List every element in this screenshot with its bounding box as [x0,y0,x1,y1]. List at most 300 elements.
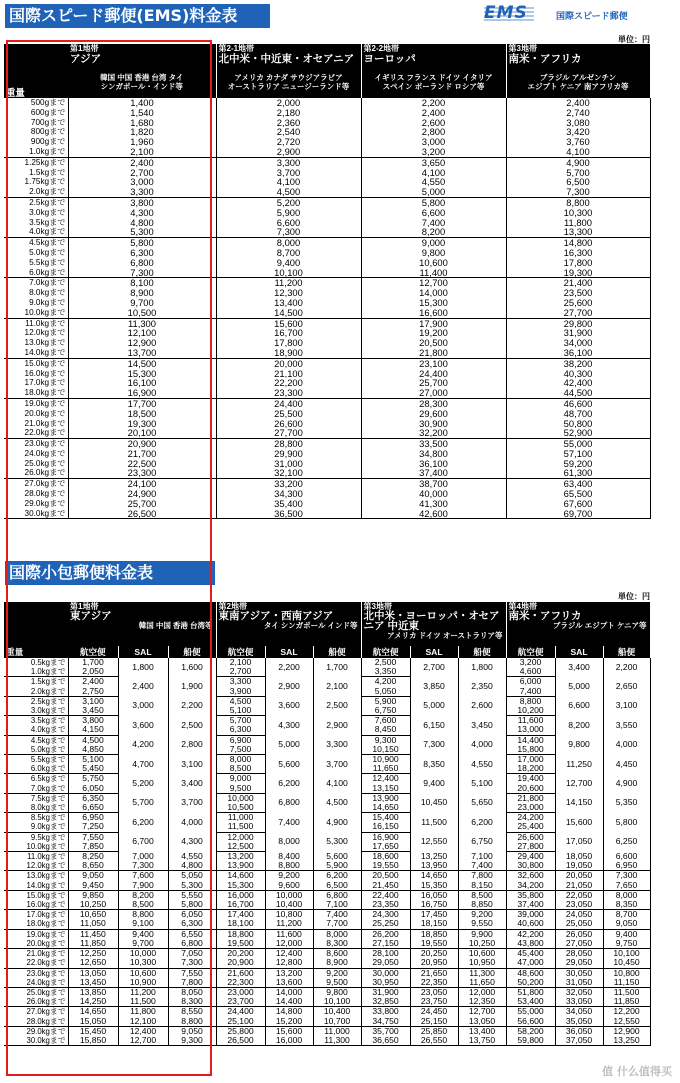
air-price-cell: 8,500 [216,764,265,774]
air-price-cell: 7,600 [361,716,410,726]
price-cell: 9,200 [265,871,313,881]
air-price-cell: 11,500 [216,822,265,832]
air-price-cell: 3,200 [506,658,555,667]
price-cell: 5,900 [313,861,361,871]
price-cell: 25,800 [216,1026,265,1036]
price-cell: 40,600 [506,919,555,929]
ems-rate-table [4,44,651,519]
table-row [4,308,650,318]
table-row [4,939,650,949]
price-cell: 10,250 [458,939,506,949]
price-cell: 11,200 [265,919,313,929]
price-cell: 17,700 [68,398,216,408]
price-cell: 35,400 [216,499,361,509]
price-cell: 7,700 [313,919,361,929]
sea-price-cell: 3,100 [168,755,216,774]
price-cell: 17,800 [506,258,650,268]
weight-cell: 2.5kgまで [4,197,68,207]
weight-cell: 30.0kgまで [4,1036,68,1046]
sal-price-cell: 9,800 [555,735,603,754]
sea-price-cell: 3,550 [603,716,650,735]
price-cell: 4,550 [361,177,506,187]
logo-text: 国際スピード郵便 [556,12,628,22]
price-cell: 26,500 [68,509,216,519]
sea-price-cell: 2,200 [168,696,216,715]
small-subheader-row [4,646,650,658]
price-cell: 3,200 [361,147,506,157]
sea-price-cell: 1,900 [168,677,216,696]
small-packet-rate-table [4,602,651,1046]
air-price-cell: 24,200 [506,813,555,823]
weight-cell: 8.0kgまで [4,288,68,298]
table-row [4,832,650,842]
price-cell: 32,600 [506,871,555,881]
price-cell: 10,400 [265,900,313,910]
weight-cell: 1.0kgまで [4,667,68,677]
price-cell: 23,500 [506,288,650,298]
weight-cell: 12.0kgまで [4,328,68,338]
price-cell: 5,300 [168,881,216,891]
air-price-cell: 4,150 [68,725,118,735]
price-cell: 10,000 [118,949,168,959]
price-cell: 36,100 [506,348,650,358]
price-cell: 9,850 [68,890,118,900]
price-cell: 5,900 [216,208,361,218]
price-cell: 11,400 [361,268,506,278]
zone-countries: イギリス フランス ドイツ イタリア [374,73,493,82]
price-cell: 4,900 [506,157,650,167]
price-cell: 25,600 [506,298,650,308]
price-cell: 2,180 [216,108,361,118]
air-price-cell: 13,150 [361,784,410,794]
weight-cell: 2.0kgまで [4,687,68,697]
price-cell: 25,050 [555,919,603,929]
price-cell: 34,750 [361,1017,410,1027]
price-cell: 9,450 [68,881,118,891]
price-cell: 11,200 [118,987,168,997]
price-cell: 2,400 [68,157,216,167]
price-cell: 19,500 [216,939,265,949]
price-cell: 35,800 [506,890,555,900]
logo-mark: EMS [484,3,528,23]
air-price-cell: 12,000 [216,832,265,842]
price-cell: 27,150 [361,939,410,949]
price-cell: 14,000 [265,987,313,997]
price-cell: 37,400 [506,900,555,910]
weight-cell: 3.0kgまで [4,208,68,218]
sal-price-cell: 1,800 [118,658,168,677]
air-price-cell: 5,700 [216,716,265,726]
price-cell: 14,650 [68,1007,118,1017]
air-price-cell: 6,000 [506,677,555,687]
price-cell: 3,300 [68,187,216,197]
price-cell: 12,000 [265,939,313,949]
price-cell: 14,250 [68,997,118,1007]
price-cell: 13,250 [603,1036,650,1046]
price-cell: 31,050 [555,978,603,988]
table-row [4,997,650,1007]
price-cell: 3,000 [68,177,216,187]
price-cell: 31,900 [361,987,410,997]
weight-cell: 6.5kgまで [4,774,68,784]
table-row [4,248,650,258]
price-cell: 6,800 [168,939,216,949]
air-price-cell: 10,150 [361,745,410,755]
price-cell: 9,750 [603,939,650,949]
price-cell: 6,200 [313,871,361,881]
price-cell: 26,600 [216,419,361,429]
table-row [4,288,650,298]
weight-cell: 9.0kgまで [4,298,68,308]
table-row [4,489,650,499]
price-cell: 12,100 [68,328,216,338]
table-row [4,369,650,379]
sea-price-cell: 1,600 [168,658,216,677]
sal-price-cell: 8,350 [410,755,458,774]
weight-cell: 5.0kgまで [4,745,68,755]
price-cell: 37,400 [361,468,506,478]
air-price-cell: 16,900 [361,832,410,842]
price-cell: 8,050 [168,987,216,997]
price-cell: 33,500 [361,439,506,449]
price-cell: 7,050 [168,949,216,959]
price-cell: 29,900 [216,449,361,459]
price-cell: 5,000 [361,187,506,197]
price-cell: 55,000 [506,1007,555,1017]
price-cell: 7,100 [458,852,506,862]
zone-number: 第3地帯 [363,602,392,611]
price-cell: 10,450 [603,958,650,968]
price-cell: 11,850 [603,997,650,1007]
price-cell: 2,540 [216,127,361,137]
price-cell: 1,680 [68,118,216,128]
table-row [4,147,650,157]
price-cell: 6,050 [168,910,216,920]
weight-cell: 26.0kgまで [4,468,68,478]
price-cell: 7,000 [118,852,168,862]
price-cell: 22,200 [216,378,361,388]
price-cell: 4,100 [216,177,361,187]
table-row [4,978,650,988]
price-cell: 13,950 [410,861,458,871]
air-price-cell: 5,900 [361,696,410,706]
table-row [4,735,650,745]
price-cell: 3,080 [506,118,650,128]
sea-price-cell: 3,700 [168,793,216,812]
price-cell: 13,900 [216,861,265,871]
sal-price-cell: 3,850 [410,677,458,696]
price-cell: 13,250 [410,852,458,862]
sal-price-cell: 4,700 [118,755,168,774]
price-cell: 26,200 [361,929,410,939]
table-row [4,861,650,871]
price-cell: 6,500 [506,177,650,187]
weight-cell: 3.5kgまで [4,716,68,726]
small-zone-header [68,602,216,646]
table-row [4,509,650,519]
air-price-cell: 11,650 [361,764,410,774]
price-cell: 13,300 [506,227,650,237]
sea-price-cell: 4,550 [458,755,506,774]
mode-header: 船便 [603,646,650,658]
price-cell: 5,700 [506,168,650,178]
price-cell: 2,400 [361,108,506,118]
small-weight-header: 重量 [4,602,68,658]
price-cell: 12,400 [265,949,313,959]
sal-price-cell: 6,150 [410,716,458,735]
weight-cell: 18.0kgまで [4,919,68,929]
price-cell: 7,300 [118,861,168,871]
price-cell: 31,000 [216,459,361,469]
price-cell: 11,150 [603,978,650,988]
weight-cell: 2.0kgまで [4,187,68,197]
air-price-cell: 1,700 [68,658,118,667]
price-cell: 59,200 [506,459,650,469]
price-cell: 5,300 [68,227,216,237]
ems-zone-header [506,44,650,98]
price-cell: 14,400 [265,997,313,1007]
sal-price-cell: 5,600 [265,755,313,774]
sea-price-cell: 3,300 [313,735,361,754]
price-cell: 11,300 [68,318,216,328]
price-cell: 24,100 [68,479,216,489]
weight-cell: 21.0kgまで [4,949,68,959]
zone-region: 南米・アフリカ [508,610,582,622]
table-row [4,378,650,388]
price-cell: 13,400 [458,1026,506,1036]
price-cell: 13,200 [265,968,313,978]
price-cell: 24,400 [216,1007,265,1017]
sal-price-cell: 5,000 [410,696,458,715]
weight-cell: 5.0kgまで [4,248,68,258]
price-cell: 46,600 [506,398,650,408]
price-cell: 55,000 [506,439,650,449]
price-cell: 50,800 [506,419,650,429]
price-cell: 10,100 [216,268,361,278]
air-price-cell: 14,400 [506,735,555,745]
price-cell: 4,500 [216,187,361,197]
table-row [4,348,650,358]
table-row [4,118,650,128]
sal-price-cell: 17,050 [555,832,603,851]
sal-price-cell: 2,700 [410,658,458,677]
price-cell: 63,400 [506,479,650,489]
spacer [507,65,650,73]
weight-cell: 29.0kgまで [4,499,68,509]
price-cell: 6,300 [168,919,216,929]
small-zone-header [216,602,361,646]
small-packet-title: 国際小包郵便料金表 [5,561,215,585]
price-cell: 24,400 [361,369,506,379]
price-cell: 20,500 [361,338,506,348]
air-price-cell: 4,600 [506,667,555,677]
price-cell: 15,850 [68,1036,118,1046]
price-cell: 23,700 [216,997,265,1007]
price-cell: 18,150 [410,919,458,929]
mode-header: 航空便 [506,646,555,658]
price-cell: 61,300 [506,468,650,478]
price-cell: 9,700 [118,939,168,949]
price-cell: 26,500 [216,1036,265,1046]
sea-price-cell: 4,900 [313,813,361,832]
table-row [4,1036,650,1046]
price-cell: 12,650 [68,958,118,968]
price-cell: 42,600 [361,509,506,519]
price-cell: 10,100 [313,997,361,1007]
price-cell: 8,600 [313,949,361,959]
sal-price-cell: 12,700 [555,774,603,793]
table-row [4,278,650,288]
air-price-cell: 15,800 [506,745,555,755]
air-price-cell: 11,600 [506,716,555,726]
price-cell: 20,050 [555,871,603,881]
sal-price-cell: 3,000 [118,696,168,715]
table-row [4,358,650,368]
table-row [4,793,650,803]
price-cell: 18,850 [410,929,458,939]
weight-cell: 11.0kgまで [4,852,68,862]
price-cell: 38,700 [361,479,506,489]
weight-cell: 3.5kgまで [4,218,68,228]
table-row [4,127,650,137]
price-cell: 8,500 [118,900,168,910]
price-cell: 32,200 [361,428,506,438]
price-cell: 18,050 [555,852,603,862]
sal-price-cell: 3,600 [265,696,313,715]
price-cell: 15,350 [410,881,458,891]
weight-cell: 6.0kgまで [4,268,68,278]
price-cell: 3,700 [216,168,361,178]
price-cell: 25,700 [68,499,216,509]
price-cell: 11,200 [216,278,361,288]
air-price-cell: 7,500 [216,745,265,755]
price-cell: 8,800 [118,910,168,920]
sea-price-cell: 4,000 [603,735,650,754]
zone-number: 第1地帯 [70,44,99,53]
price-cell: 6,550 [168,929,216,939]
table-row [4,398,650,408]
price-cell: 53,400 [506,997,555,1007]
price-cell: 5,800 [168,900,216,910]
price-cell: 5,600 [313,852,361,862]
weight-cell: 13.0kgまで [4,871,68,881]
zone-number: 第2地帯 [218,602,247,611]
price-cell: 17,400 [216,910,265,920]
air-price-cell: 3,450 [68,706,118,716]
small-zone-header [361,602,506,646]
price-cell: 8,300 [313,939,361,949]
price-cell: 18,100 [216,919,265,929]
price-cell: 28,050 [555,949,603,959]
price-cell: 8,150 [458,881,506,891]
weight-cell: 15.0kgまで [4,890,68,900]
price-cell: 15,450 [68,1026,118,1036]
price-cell: 16,700 [216,900,265,910]
price-cell: 12,900 [603,1026,650,1036]
price-cell: 12,700 [118,1036,168,1046]
table-row [4,168,650,178]
air-price-cell: 2,400 [68,677,118,687]
table-row [4,987,650,997]
weight-cell: 3.0kgまで [4,706,68,716]
price-cell: 16,750 [410,900,458,910]
air-price-cell: 6,950 [68,813,118,823]
weight-cell: 900gまで [4,137,68,147]
weight-cell: 27.0kgまで [4,1007,68,1017]
mode-header: SAL [118,646,168,658]
air-price-cell: 13,900 [361,793,410,803]
table-row [4,409,650,419]
weight-cell: 6.0kgまで [4,764,68,774]
air-price-cell: 15,400 [361,813,410,823]
price-cell: 19,300 [68,419,216,429]
price-cell: 7,650 [603,881,650,891]
weight-cell: 28.0kgまで [4,1017,68,1027]
weight-cell: 7.0kgまで [4,278,68,288]
price-cell: 16,700 [216,328,361,338]
price-cell: 36,050 [555,1026,603,1036]
price-cell: 3,800 [68,197,216,207]
price-cell: 11,300 [458,968,506,978]
price-cell: 12,300 [216,288,361,298]
table-row [4,137,650,147]
price-cell: 22,400 [361,890,410,900]
weight-cell: 9.5kgまで [4,832,68,842]
air-price-cell: 2,750 [68,687,118,697]
price-cell: 14,800 [506,238,650,248]
price-cell: 16,600 [361,308,506,318]
price-cell: 29,600 [361,409,506,419]
ems-header-row [4,44,650,98]
table-row [4,1007,650,1017]
price-cell: 34,000 [506,338,650,348]
air-price-cell: 10,200 [506,706,555,716]
price-cell: 10,800 [603,968,650,978]
sea-price-cell: 2,100 [313,677,361,696]
price-cell: 2,740 [506,108,650,118]
zone-countries: ブラジル アルゼンチン [539,73,617,82]
sal-price-cell: 2,900 [265,677,313,696]
price-cell: 8,000 [603,890,650,900]
air-price-cell: 11,000 [216,813,265,823]
sal-price-cell: 8,200 [555,716,603,735]
price-cell: 19,550 [410,939,458,949]
mode-header: 航空便 [68,646,118,658]
price-cell: 13,200 [216,852,265,862]
sea-price-cell: 2,200 [603,658,650,677]
price-cell: 14,500 [68,358,216,368]
price-cell: 4,100 [506,147,650,157]
sal-price-cell: 5,000 [265,735,313,754]
price-cell: 9,200 [458,910,506,920]
price-cell: 8,700 [216,248,361,258]
air-price-cell: 26,600 [506,832,555,842]
sal-price-cell: 4,300 [265,716,313,735]
price-cell: 51,800 [506,987,555,997]
table-row [4,677,650,687]
price-cell: 8,650 [68,861,118,871]
price-cell: 8,250 [68,852,118,862]
weight-cell: 24.0kgまで [4,978,68,988]
sal-price-cell: 3,600 [118,716,168,735]
price-cell: 44,500 [506,388,650,398]
price-cell: 8,500 [458,890,506,900]
price-cell: 17,900 [361,318,506,328]
price-cell: 11,600 [265,929,313,939]
table-row [4,468,650,478]
price-cell: 2,200 [361,98,506,108]
weight-cell: 1.5kgまで [4,168,68,178]
